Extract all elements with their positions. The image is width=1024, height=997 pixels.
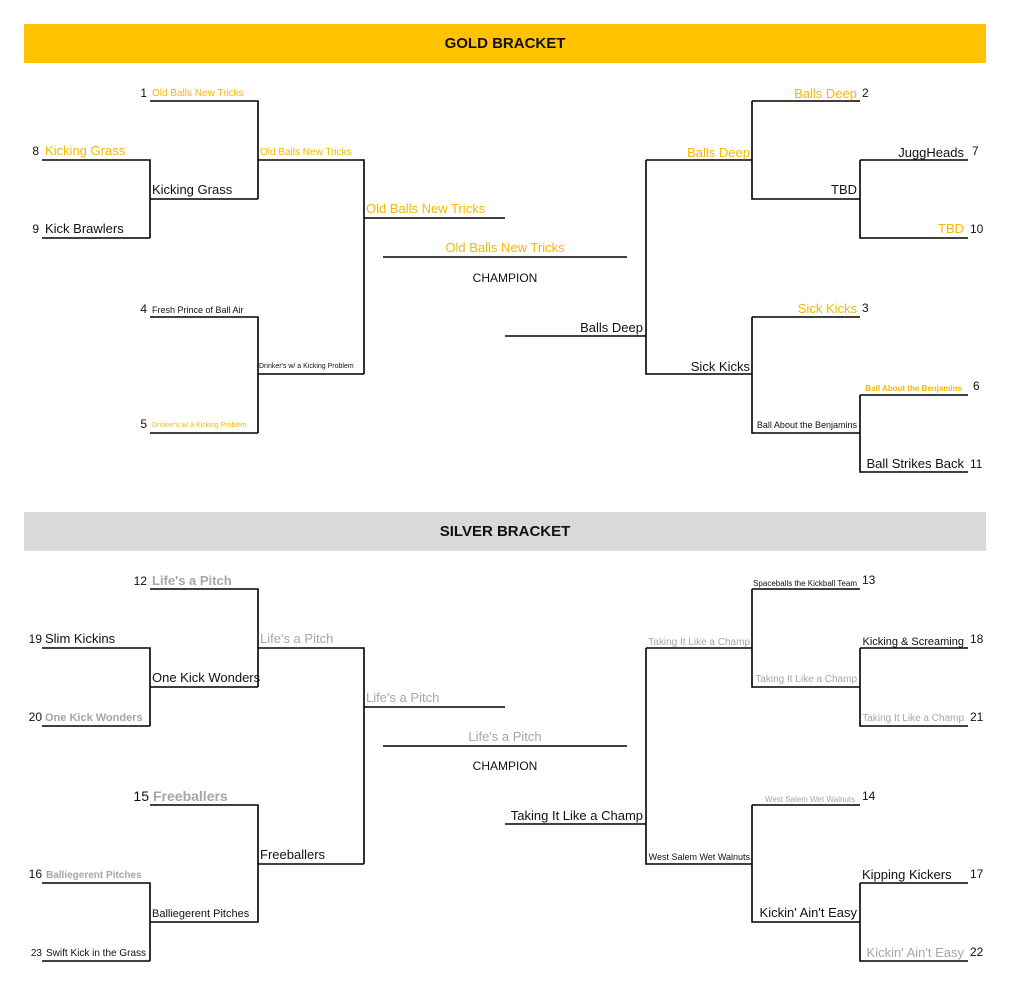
seed-number: 11 — [970, 457, 983, 471]
seed-number: 15 — [133, 788, 149, 804]
team-slot: Taking It Like a Champ — [648, 637, 750, 648]
team-slot: Old Balls New Tricks — [260, 147, 352, 158]
team-slot: Balliegerent Pitches — [46, 870, 142, 881]
team-slot: Ball About the Benjamins — [756, 420, 857, 430]
silver-champion-label: CHAMPION — [472, 759, 538, 773]
seed-number: 7 — [972, 144, 979, 158]
seed-number: 19 — [28, 632, 42, 646]
seed-number: 20 — [28, 710, 42, 724]
team-slot: Kickin' Ain't Easy — [866, 945, 964, 960]
team-slot: Life's a Pitch — [152, 573, 232, 588]
gold-champion-label: CHAMPION — [472, 271, 538, 285]
team-slot: Sick Kicks — [690, 359, 750, 374]
seed-number: 14 — [862, 789, 876, 803]
team-slot: Fresh Prince of Ball Air — [152, 305, 244, 315]
team-slot: Balliegerent Pitches — [152, 908, 250, 920]
team-slot: Taking It Like a Champ — [510, 808, 643, 823]
seed-number: 2 — [862, 86, 869, 100]
silver-line-seed15 — [150, 805, 258, 864]
team-slot: Taking It Like a Champ — [755, 674, 857, 685]
team-slot: Life's a Pitch — [260, 631, 334, 646]
team-slot: Swift Kick in the Grass — [46, 948, 147, 959]
team-slot: Old Balls New Tricks — [366, 201, 486, 216]
team-slot: Kickin' Ain't Easy — [759, 905, 857, 920]
team-slot: Kicking Grass — [45, 143, 126, 158]
team-slot: Spaceballs the Kickball Team — [753, 579, 857, 588]
team-slot: TBD — [831, 182, 857, 197]
seed-number: 21 — [970, 710, 984, 724]
team-slot: Balls Deep — [687, 145, 750, 160]
team-slot: Slim Kickins — [45, 631, 116, 646]
silver-bracket-labels — [29, 573, 984, 960]
seed-number: 6 — [973, 379, 980, 393]
seed-number: 10 — [970, 222, 984, 236]
seed-number: 23 — [30, 948, 42, 959]
gold-line-seed4 — [150, 317, 258, 433]
team-slot: One Kick Wonders — [152, 670, 261, 685]
seed-number: 13 — [862, 573, 876, 587]
team-slot: Sick Kicks — [797, 301, 857, 316]
team-slot: JuggHeads — [898, 145, 964, 160]
seed-number: 17 — [970, 867, 984, 881]
team-slot: Ball About the Benjamins — [865, 384, 962, 393]
team-slot: Life's a Pitch — [366, 690, 440, 705]
seed-number: 22 — [970, 945, 984, 959]
team-slot: Freeballers — [260, 847, 326, 862]
team-slot: Old Balls New Tricks — [152, 88, 244, 99]
team-slot: Balls Deep — [580, 320, 643, 335]
team-slot: West Salem Wet Walnuts — [764, 795, 855, 804]
team-slot: Kick Brawlers — [45, 221, 124, 236]
team-slot: One Kick Wonders — [45, 712, 143, 724]
gold-bracket-labels — [32, 86, 983, 471]
gold-bracket-lines — [42, 101, 968, 472]
gold-line-r3-right — [646, 160, 752, 374]
team-slot: Kicking & Screaming — [862, 636, 964, 648]
seed-number: 12 — [133, 574, 147, 588]
silver-champion-name: Life's a Pitch — [468, 729, 542, 744]
team-slot: Drinker's w/ a Kicking Problem — [259, 363, 354, 370]
gold-bracket-title: GOLD BRACKET — [444, 35, 566, 52]
seed-number: 8 — [32, 144, 39, 158]
seed-number: 5 — [140, 417, 147, 431]
team-slot: Taking It Like a Champ — [862, 713, 964, 724]
team-slot: Balls Deep — [794, 86, 857, 101]
gold-line-r2-top — [258, 160, 364, 374]
silver-line-r3-right — [646, 648, 752, 864]
seed-number: 1 — [140, 86, 147, 100]
silver-line-r2-top — [258, 648, 364, 864]
seed-number: 18 — [970, 632, 984, 646]
seed-number: 4 — [140, 302, 147, 316]
team-slot: Freeballers — [153, 788, 228, 804]
team-slot: West Salem Wet Walnuts — [648, 852, 750, 862]
team-slot: TBD — [938, 221, 964, 236]
gold-champion-name: Old Balls New Tricks — [445, 240, 565, 255]
team-slot: Drinker's w/ a Kicking Problem — [152, 422, 247, 429]
team-slot: Kipping Kickers — [862, 867, 952, 882]
silver-bracket-title: SILVER BRACKET — [439, 523, 571, 540]
silver-line-r2-champ — [752, 589, 860, 687]
gold-line-r2-benjamins — [752, 317, 860, 433]
seed-number: 16 — [28, 867, 42, 881]
team-slot: Kicking Grass — [152, 182, 233, 197]
team-slot: Ball Strikes Back — [866, 456, 964, 471]
seed-number: 9 — [32, 222, 39, 236]
seed-number: 3 — [862, 301, 869, 315]
